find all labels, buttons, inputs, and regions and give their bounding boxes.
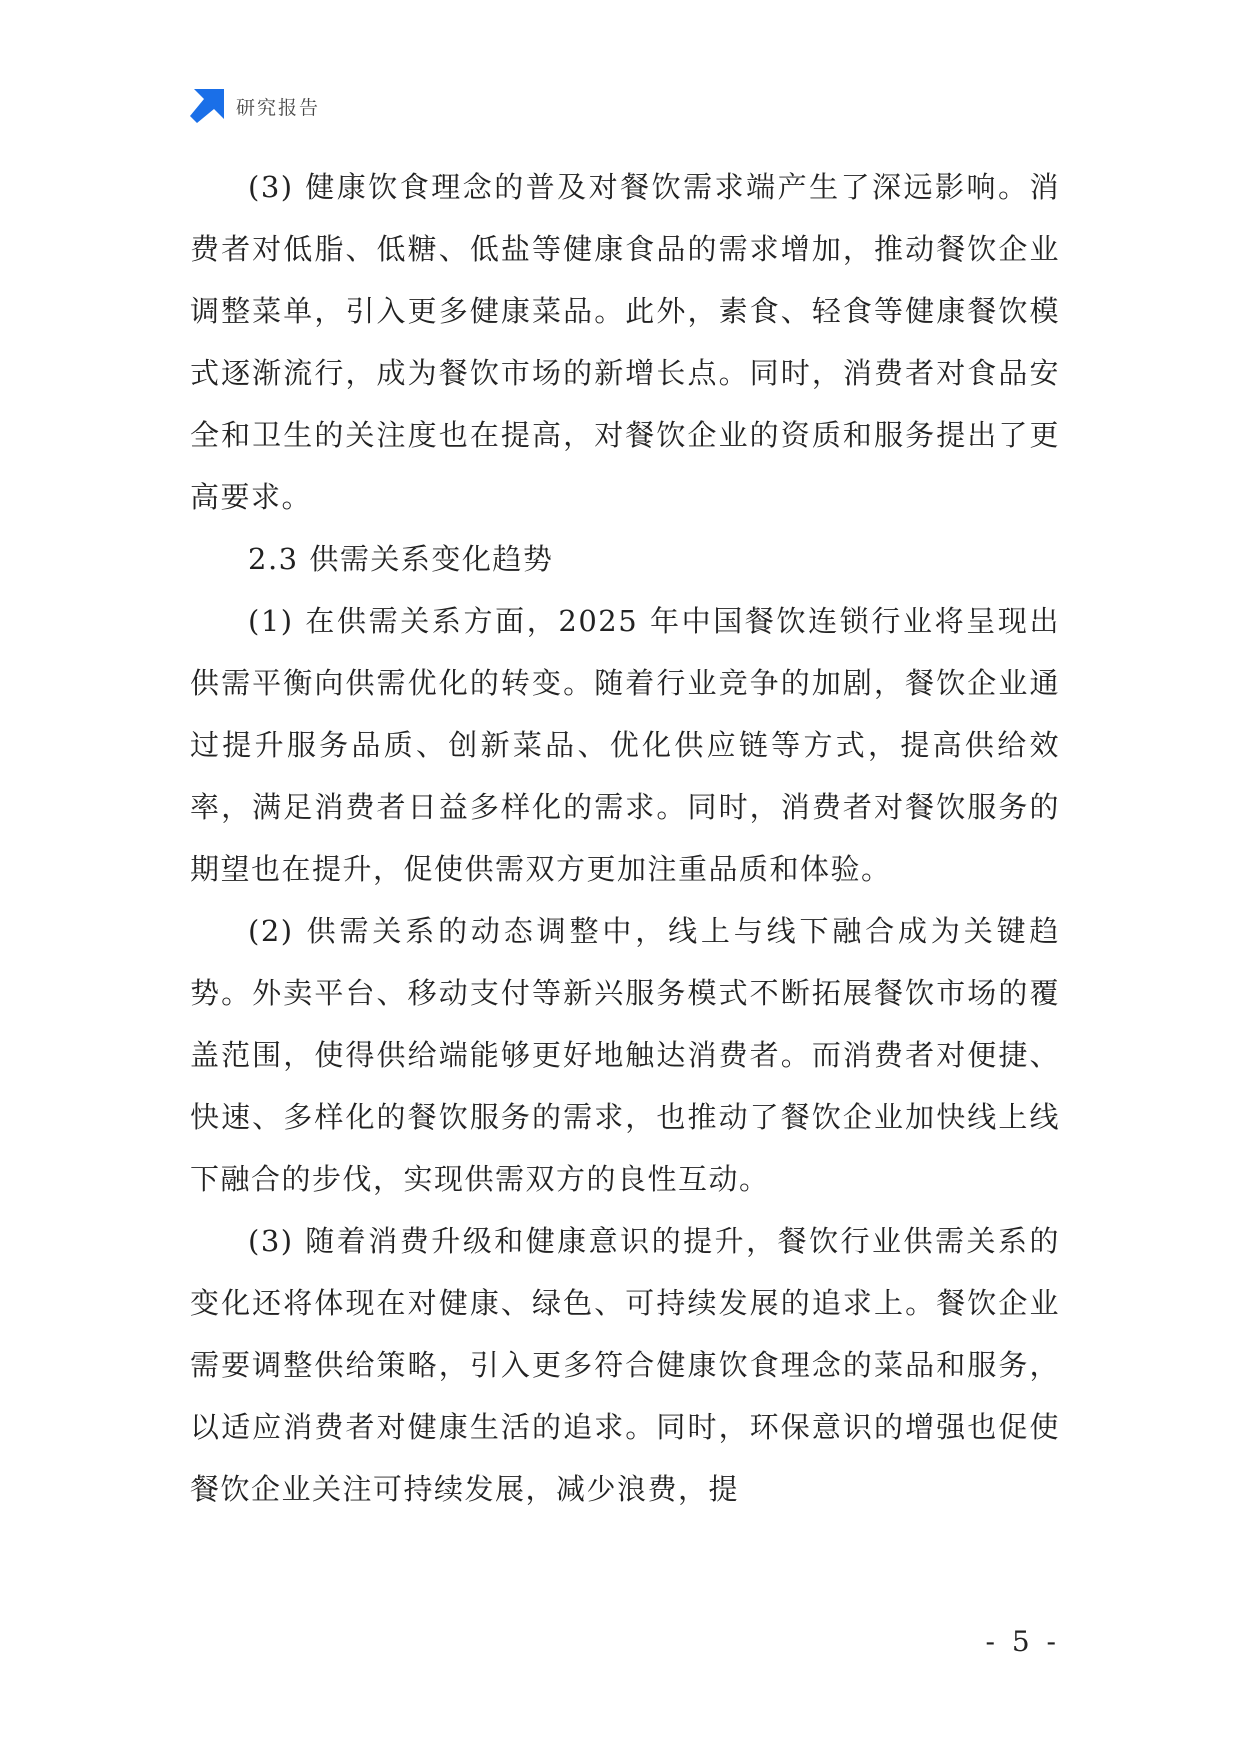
paragraph-supply-demand-balance: (1) 在供需关系方面，2025 年中国餐饮连锁行业将呈现出供需平衡向供需优化的转变。随着行业竞争的加剧，餐饮企业通过提升服务品质、创新菜品、优化供应链等方式，提高供给效率，满足消费者日益多样化的需求。同时，消费者对餐饮服务的期望也在提升，促使供需双方更加注重品质和体验。	[190, 604, 1060, 886]
section-heading: 2.3 供需关系变化趋势	[248, 542, 554, 576]
page-number: - 5 -	[985, 1625, 1060, 1658]
paragraph-online-offline: (2) 供需关系的动态调整中，线上与线下融合成为关键趋势。外卖平台、移动支付等新兴服务模式不断拓展餐饮市场的覆盖范围，使得供给端能够更好地触达消费者。而消费者对便捷、快速、多样化的餐饮服务的需求，也推动了餐饮企业加快线上线下融合的步伐，实现供需双方的良性互动。	[190, 914, 1060, 1196]
paragraph-health-diet: (3) 健康饮食理念的普及对餐饮需求端产生了深远影响。消费者对低脂、低糖、低盐等健康食品的需求增加，推动餐饮企业调整菜单，引入更多健康菜品。此外，素食、轻食等健康餐饮模式逐渐流行，成为餐饮市场的新增长点。同时，消费者对食品安全和卫生的关注度也在提高，对餐饮企业的资质和服务提出了更高要求。	[190, 170, 1060, 514]
header-title: 研究报告	[236, 96, 321, 119]
document-body	[190, 156, 1060, 1520]
paragraph-sustainability: (3) 随着消费升级和健康意识的提升，餐饮行业供需关系的变化还将体现在对健康、绿色、可持续发展的追求上。餐饮企业需要调整供给策略，引入更多符合健康饮食理念的菜品和服务，以适应消费者对健康生活的追求。同时，环保意识的增强也促使餐饮企业关注可持续发展，减少浪费，提	[190, 1224, 1060, 1506]
report-header	[190, 88, 320, 124]
arrow-up-right-icon	[190, 89, 224, 123]
